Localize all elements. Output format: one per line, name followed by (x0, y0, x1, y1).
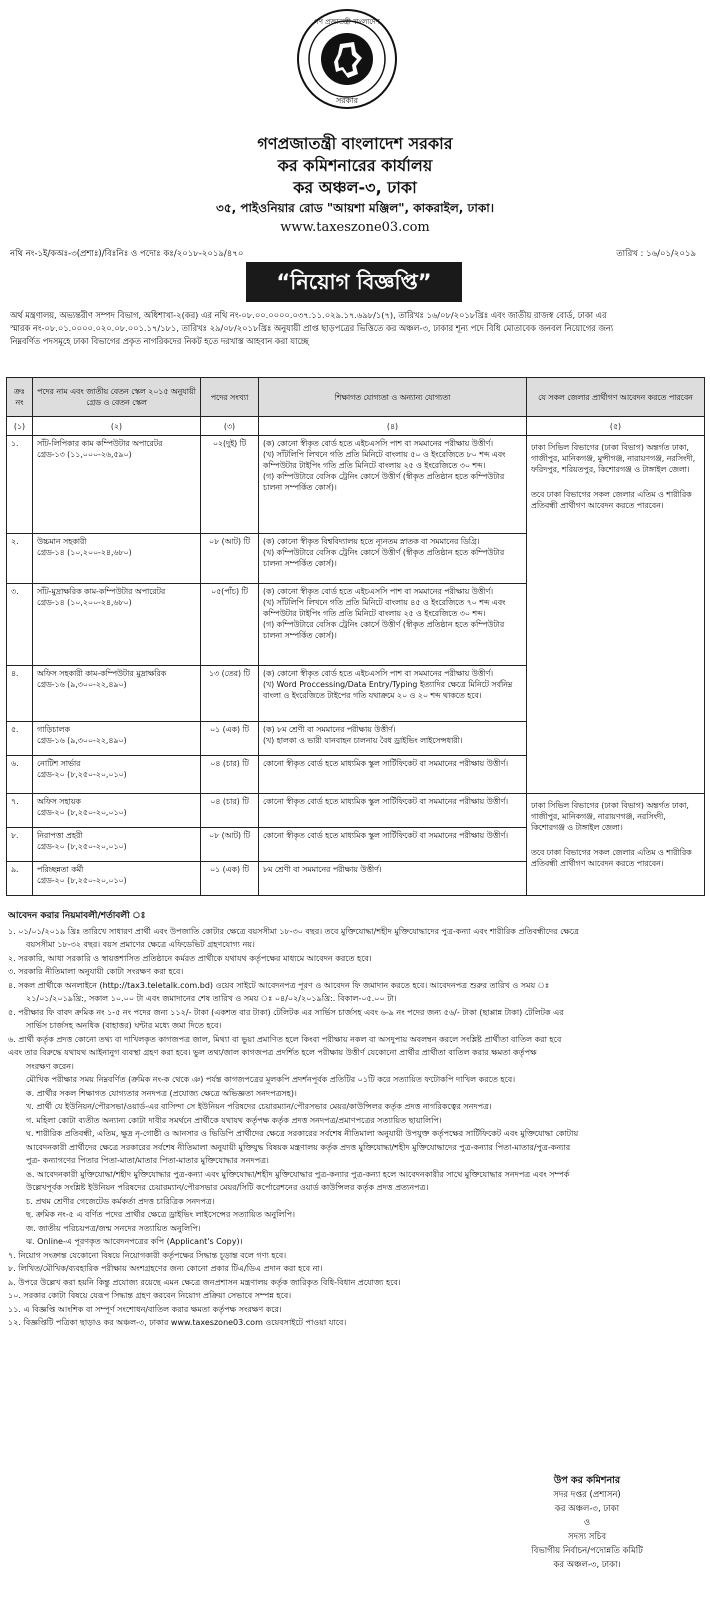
post-count-cell: ০৮ (আট) টি (201, 534, 259, 584)
rule-line: খ. প্রার্থী যে ইউনিয়ন/পৌরসভা/ওয়ার্ড-এর বাসিন্দা সে ইউনিয়ন পরিষদের চেয়ারম্যান/পৌরসভার মেয়র/কাউন্সিলর কর্তৃক প্রদত্ত নাগরিকত্বের সনদপত্র। (26, 1102, 492, 1111)
qualification-item: (খ) সাঁটলিপি লিখনে গতি প্রতি মিনিটে বাংলায় ৫০ ও ইংরেজিতে ৮০ শব্দ এবং কম্পিউটার টাইপিং গতি প্রতি মিনিটে বাংলায় ২৫ ও ইংরেজিতে ৩০ শব্দ। (263, 450, 506, 470)
post-name: পরিচ্ছন্নতা কর্মী (37, 865, 84, 874)
post-grade: গ্রেড-১৬ (৯,৩০০-২২,৪৯০) (37, 680, 127, 689)
post-name: নোটিশ সার্ভার (37, 759, 81, 768)
col-number: (৪) (259, 417, 527, 436)
qualification-cell (259, 534, 527, 584)
rule-line: গ. মহিলা কোটা ব্যতীত অন্যান্য কোটা দাবীর সমর্থনে প্রার্থীকে যথাযথ কর্তৃপক্ষ কর্তৃক প্রদত্ত সনদপত্র/প্রমাণপত্রের সত্যায়িত ছায়ালিপি। (26, 1115, 442, 1125)
rule-line: মৌখিক পরীক্ষার সময় নিম্নবর্ণিত (ক্রমিক নং-ক থেকে ঞ) পর্যন্ত কাগজপত্রের মূলকপি প্রদর্শনপূর্বক প্রতিটির ০১টি করে সত্যায়িত ফটোকপি দাখিল করতে হবে। (26, 1075, 516, 1084)
post-cell (33, 436, 201, 534)
seal-bottom-text: সরকার (335, 96, 359, 105)
notice-banner-title: “নিয়োগ বিজ্ঞপ্তি” (246, 262, 462, 302)
post-name: সাঁট-লিপিকার কাম কম্পিউটার অপারেটর (37, 439, 163, 448)
qualification-cell (259, 722, 527, 756)
rule-line: ৩. সরকারি নীতিমালা অনুযায়ী কোটা সংরক্ষণ করা হবে। (8, 967, 184, 976)
post-cell (33, 828, 201, 862)
rule-line: ২১/০১/২০১৯খ্রি:, সকাল ১০.০০ টা এবং জমাদানের শেষ তারিখ ও সময় ঃ ০৪/০২/২০১৯খ্রি:. বিকাল-০৫.০০ টা। (26, 994, 397, 1003)
rule-line: ১২. বিজ্ঞপ্তিটি পত্রিকা ছাড়াও কর অঞ্চল-৩, ঢাকার www.taxeszone03.com ওয়েবসাইটে পাওয়া যাবে। (8, 1318, 347, 1327)
rule-line: চ. প্রথম শ্রেণীর গেজেটেড কর্মকর্তা প্রদত্ত চারিত্রিক সনদপত্র। (26, 1196, 215, 1206)
serial-cell: ৭. (7, 794, 33, 828)
qualification-cell (259, 862, 527, 896)
qualification-cell (259, 756, 527, 794)
header-office: কর কমিশনারের কার্যালয় (277, 156, 433, 175)
rule-line: ৯. উপরে উল্লেখ করা হয়নি কিন্তু প্রযোজ্য রয়েছে এমন ক্ষেত্রে জনপ্রশাসন মন্ত্রণালয় কর্তৃক জারিকৃত বিধি-বিধান প্রযোজ্য হবে। (8, 1277, 401, 1287)
header-address: ৩৫, পাইওনিয়ার রোড "আয়শা মঞ্জিল", কাকরাইল, ঢাকা। (216, 201, 494, 215)
qualification-cell (259, 436, 527, 534)
qualification-item: (খ) কম্পিউটারে বেসিক ট্রেনিং কোর্সে উত্তীর্ণ (স্বীকৃত প্রতিষ্ঠান হতে কম্পিউটার চালনা সম্পর্কিত কোর্স)। (263, 548, 505, 568)
rules-title: আবেদন করার নিয়মাবলী/শর্তাবলী ঃ (8, 911, 146, 921)
post-cell (33, 534, 201, 584)
qualification-item: (গ) কম্পিউটারে বেসিক ট্রেনিং কোর্সে উত্তীর্ণ (স্বীকৃত প্রতিষ্ঠান হতে কম্পিউটার চালনা সম্পর্কিত কোর্স)। (263, 472, 505, 492)
rule-line: ৫. পরীক্ষার ফি বাবদ ক্রমিক নং ১-৫ নং পদের জন্য ১১২/- টাকা (একশত বার টাকা) টেলিটক এর সার্ভিস চার্জসহ এবং ৬-৯ নং পদের জন্য ৫৬/- টাকা (ছাপ্পান্ন টাকা) টেলিটক এর (8, 1007, 564, 1017)
post-count-cell: ০১ (এক) টি (201, 862, 259, 896)
qualification-item: (ক) ৮ম শ্রেণী বা সমমানের পরীক্ষায় উত্তীর্ণ। (263, 725, 396, 734)
post-cell (33, 862, 201, 896)
post-grade: গ্রেড-১৬ (৯,৩০০-২২,৪৯০) (37, 736, 127, 745)
qualification-item: কোনো স্বীকৃত বোর্ড হতে মাধ্যমিক স্কুল সার্টিফিকেট বা সমমানের পরীক্ষায় উত্তীর্ণ। (263, 759, 509, 768)
serial-cell: ৬. (7, 756, 33, 794)
qualification-item: (ক) কোনো স্বীকৃত বিশ্ববিদ্যালয় হতে ন্যূনতম স্নাতক বা সমমানের ডিগ্রি। (263, 537, 480, 546)
post-count-cell: ০২(দুই) টি (201, 436, 259, 534)
district-list: ঢাকা সিভিল বিভাগের (ঢাকা বিভাগ) অন্তর্গত ঢাকা, গাজীপুর, মানিকগঞ্জ, মুন্সীগঞ্জ, নারায়ণগঞ্জ, নরসিংদী, ফরিদপুর, শরিয়তপুর, কিশোরগঞ্জ ও টাঙ্গাইল জেলা। (531, 443, 696, 474)
rule-line: ঝ. Online-এ পূরণকৃত আবেদনপত্রের কপি (Applicant's Copy)। (26, 1237, 243, 1246)
serial-cell: ৩. (7, 584, 33, 666)
serial-cell: ৮. (7, 828, 33, 862)
table-row (7, 436, 705, 534)
post-count-cell: ০৪ (চার) টি (201, 794, 259, 828)
serial-cell: ৯. (7, 862, 33, 896)
col-number: (২) (33, 417, 201, 436)
signatory-line: কর অঞ্চল-৩, ঢাকা (554, 1504, 620, 1514)
serial-cell: ২. (7, 534, 33, 584)
signature-block (474, 1474, 700, 1572)
post-grade: গ্রেড-২০ (৮,২৫০-২০,০১০) (37, 808, 127, 817)
rule-line: ঘ. শারীরিক প্রতিবন্ধী, এতিম, ক্ষুদ্র নৃ-গোষ্ঠী ও আনসার ও ভিডিপি প্রার্থীদের ক্ষেত্রে সরকারের সর্বশেষ নীতিমালা অনুযায়ী উপযুক্ত কর্তৃপক্ষের সার্টিফিকেট এবং মুক্তিযোদ্ধা কোটায় (26, 1129, 579, 1138)
post-grade: গ্রেড-১৩ (১১,০০০-২৬,৫৯০) (37, 450, 132, 459)
post-cell (33, 794, 201, 828)
col-number: (৩) (201, 417, 259, 436)
qualification-item: (খ) হালকা ও ভারী যানবাহন চালনায় বৈধ ড্রাইভিং লাইসেন্সধারী। (263, 736, 463, 745)
notice-date: তারিখ : ১৬/০১/২০১৯ (616, 249, 696, 259)
post-name: গাড়িচালক (37, 725, 70, 734)
rule-line: ৪. সকল প্রার্থীকে অনলাইনে (http://tax3.teletalk.com.bd) ওয়েব সাইটে আবেদনপত্র পূরণ ও আবেদন ফি জমাদান করতে হবে। আবেদনপত্র শুরুর তারিখ ও সময় ঃ (8, 980, 550, 990)
rule-line: পুত্র- কন্যাগণের পিতার পিতা-মাতা/মাতার পিতা-মাতার মুক্তিযোদ্ধার সনদপত্র। (26, 1156, 269, 1165)
qualification-item: (গ) কম্পিউটারে বেসিক ট্রেনিং কোর্সে উত্তীর্ণ (স্বীকৃত প্রতিষ্ঠান হতে কম্পিউটার চালনা সম্পর্কিত কোর্স)। (263, 620, 505, 640)
post-grade: গ্রেড-১৪ (১০,২০০-২৪,৬৮০) (37, 598, 132, 607)
district-list: ঢাকা সিভিল বিভাগের (ঢাকা বিভাগ) অন্তর্গত ঢাকা, গাজীপুর, মানিকগঞ্জ, নারায়ণগঞ্জ, নরসিংদী, কিশোরগঞ্জ ও টাঙ্গাইল জেলা। (531, 801, 689, 832)
qualification-cell (259, 584, 527, 666)
qualification-item: কোনো স্বীকৃত বোর্ড হতে মাধ্যমিক স্কুল সার্টিফিকেট বা সমমানের পরীক্ষায় উত্তীর্ণ। (263, 797, 509, 806)
memo-number: নথি নং-১ই/কঅঃ-৩(প্রশাঃ)/বিঃনিঃ ও পদোঃ কঃ/২০১৮-২০১৯/৪৭০ (10, 249, 244, 259)
post-grade: গ্রেড-২০ (৮,২৫০-২০,০১০) (37, 842, 127, 851)
post-cell (33, 666, 201, 722)
header-government: গণপ্রজাতন্ত্রী বাংলাদেশ সরকার (257, 134, 453, 153)
header-website: www.taxeszone03.com (280, 220, 430, 235)
post-count-cell: ১৩ (তের) টি (201, 666, 259, 722)
post-grade: গ্রেড-১৪ (১০,২০০-২৪,৬৮০) (37, 548, 132, 557)
post-name: নিরাপত্তা প্রহরী (37, 831, 83, 840)
serial-cell: ১. (7, 436, 33, 534)
post-grade: গ্রেড-২০ (৮,২৫০-২০,০১০) (37, 876, 127, 885)
qualification-item: কোনো স্বীকৃত বোর্ড হতে মাধ্যমিক স্কুল সার্টিফিকেট বা সমমানের পরীক্ষায় উত্তীর্ণ। (263, 831, 509, 840)
intro-line: নিম্নবর্ণিত পদসমূহে ঢাকা বিভাগের প্রকৃত নাগরিকদের নিকট হতে দরখাস্ত আহবান করা যাচ্ছে (10, 336, 309, 346)
col-header-districts: যে সকল জেলার প্রার্থীগণ আবেদন করতে পারবেন (527, 378, 705, 417)
col-header-post: পদের নাম এবং জাতীয় বেতন স্কেল ২০১৫ অনুযায়ী গ্রেড ও বেতন স্কেল (33, 378, 201, 417)
post-name: অফিস সহায়ক (37, 797, 81, 806)
rule-line: এবং তার বিরুদ্ধে যথাযথ আইনানুগ ব্যবস্থা গ্রহণ করা হবে। ভুল তথ্য/জাল কাগজপত্র প্রদর্শিত হলে পরীক্ষায় উত্তীর্ণ যেকোনো প্রার্থীর প্রার্থীতা বাতিল করার ক্ষমতা কর্তৃপক্ষ (8, 1048, 537, 1057)
post-count-cell: ০৪ (চার) টি (201, 756, 259, 794)
col-number: (১) (7, 417, 33, 436)
intro-paragraph (10, 309, 700, 348)
post-cell (33, 584, 201, 666)
vacancy-table (6, 377, 705, 896)
district-note: তবে ঢাকা বিভাগের সকল জেলার এতিম ও শারীরিক প্রতিবন্ধী প্রার্থীগণ আবেদন করতে পারবেন। (531, 848, 692, 868)
district-cell (527, 436, 705, 794)
signatory-line: ও (583, 1518, 591, 1528)
col-header-count: পদের সংখ্যা (201, 378, 259, 417)
table-row (7, 794, 705, 828)
post-name: উচ্চমান সহকারী (37, 537, 87, 546)
rule-line: সংরক্ষণ করেন। (26, 1061, 74, 1071)
post-count-cell: ০৮ (আট) টি (201, 828, 259, 862)
post-name: অফিস সহকারী কাম-কম্পিউটার মুদ্রাক্ষরিক (37, 669, 167, 678)
post-count-cell: ০৫(পাঁচ) টি (201, 584, 259, 666)
rule-line: ১০. সরকার কোটা বিষয়ে যেরূপ সিদ্ধান্ত গ্রহণ করবেন নিয়োগ প্রক্রিয়া সেভাবে সম্পন্ন হবে। (8, 1291, 292, 1300)
signatory-role: উপ কর কমিশনার (553, 1475, 621, 1486)
qualification-item: (ক) কোনো স্বীকৃত বোর্ড হতে এইচএসসি পাশ বা সমমানের পরীক্ষায় উত্তীর্ণ। (263, 669, 494, 678)
seal-ring-text: গণ প্রজাতন্ত্রী বাংলাদেশ (314, 18, 380, 26)
rule-line: ৭. নিয়োগ সংক্রান্ত যেকোনো বিষয়ে নিয়োগকারী কর্তৃপক্ষের সিদ্ধান্ত চূড়ান্ত বলে গণ্য হবে। (8, 1250, 287, 1260)
qualification-item: ৮ম শ্রেণী বা সমমানের পরীক্ষায় উত্তীর্ণ। (263, 865, 382, 874)
rule-line: ১১. এ বিজ্ঞপ্তি আংশিক বা সম্পূর্ণ সংশোধন/বাতিল করার ক্ষমতা কর্তৃপক্ষ সংরক্ষণ করে। (8, 1304, 282, 1314)
rule-line: বয়সসীমা ১৮-৩২ বছর। বয়স প্রমাণের ক্ষেত্রে এফিডেভিট গ্রহণযোগ্য নয়। (26, 940, 255, 949)
rule-line: উল্লেখপূর্বক সংশ্লিষ্ট ইউনিয়ন পরিষদের চেয়ারম্যান/পৌরসভার মেয়র/সিটি কর্পোরেশনের ওয়ার্ড কাউন্সিলর কর্তৃক প্রদত্ত প্রত্যনপত্র। (26, 1183, 429, 1192)
rule-line: ২. সরকারি, আধা সরকারি ও স্বায়ত্তশাসিত প্রতিষ্ঠানে কর্মরত প্রার্থীকে যথাযথ কর্তৃপক্ষের মাধ্যমে আবেদন করতে হবে। (8, 953, 372, 963)
signatory-line: সদর দপ্তর (প্রশাসন) (553, 1490, 621, 1500)
post-name: সাঁট-মুদ্রাক্ষরিক কাম-কম্পিউটার অপারেটর (37, 587, 166, 596)
intro-line: স্মারক নং-০৮.০১.০০০০.০২০.০৮.০০১.১৭/১৮১, তারিখঃ ২৯/০৮/২০১৮খ্রিঃ অনুযায়ী প্রাপ্ত ছাড়পত্রের ভিত্তিতে কর অঞ্চল-৩, ঢাকার শূন্য পদে বিধি মোতাবেক জনবল নিয়োগের জন্য (10, 323, 614, 333)
col-number: (৫) (527, 417, 705, 436)
rule-line: জ. জাতীয় পরিচয়পত্র/জন্ম সনদের সত্যায়িত অনুলিপি। (26, 1223, 201, 1233)
application-rules (8, 910, 702, 1330)
qualification-cell (259, 828, 527, 862)
qualification-item: (ক) কোনো স্বীকৃত বোর্ড হতে এইচএসসি পাশ বা সমমানের পরীক্ষায় উত্তীর্ণ। (263, 587, 494, 596)
col-header-serial: ক্রঃ নং (7, 378, 33, 417)
header-zone: কর অঞ্চল-৩, ঢাকা (293, 178, 417, 197)
signatory-line: সদস্য সচিব (567, 1532, 607, 1542)
qualification-item: (খ) সাঁটলিপি লিখনে গতি প্রতি মিনিটে বাংলায় ৪৫ ও ইংরেজিতে ৭০ শব্দ এবং কম্পিউটার টাইপিং গতি প্রতি মিনিটে বাংলায় ২৫ ও ইংরেজিতে ৩০ শব্দ। (263, 598, 506, 618)
rule-line: ক. প্রার্থীর সকল শিক্ষাগত যোগ্যতার সনদপত্র (প্রযোজ্য ক্ষেত্রে অভিজ্ঞতা সনদপত্রসহ)। (26, 1088, 297, 1098)
serial-cell: ৪. (7, 666, 33, 722)
qualification-item: (ক) কোনো স্বীকৃত বোর্ড হতে এইচএসসি পাশ বা সমমানের পরীক্ষায় উত্তীর্ণ। (263, 439, 494, 448)
post-cell (33, 756, 201, 794)
intro-line: অর্থ মন্ত্রণালয়, অভ্যন্তরীণ সম্পদ বিভাগ, অধিশাখা-২(কর) এর নথি নং-০৮.০০.০০০০.০৩৭.১১.০২৯.১৭.৬৯৮/১(৭), তারিখঃ ১৬/০৮/২০১৮খ্রিঃ এবং জাতীয় রাজস্ব বোর্ড, ঢাকা এর (10, 310, 607, 320)
serial-cell: ৫. (7, 722, 33, 756)
rule-line: ৬. প্রার্থী কর্তৃক প্রদত্ত কোনো তথ্য বা দাখিলকৃত কাগজপত্র জাল, মিথ্যা বা ভুয়া প্রমাণিত হলে কিংবা পরীক্ষায় নকল বা অসদুপায় অবলম্বন করলে সংশ্লিষ্ট প্রার্থীতা বাতিল করা হবে (8, 1034, 562, 1044)
qualification-cell (259, 794, 527, 828)
rule-line: ১. ০১/০১/২০১৯ খ্রিঃ তারিখে সাধারণ প্রার্থী এবং উপজাতি কোটার ক্ষেত্রে বয়সসীমা ১৮-৩০ বছর। তবে মুক্তিযোদ্ধা/শহীদ মুক্তিযোদ্ধাদের পুত্র-কন্যা এবং শারীরিক প্রতিবন্ধীদের ক্ষেত্রে (8, 926, 579, 936)
post-cell (33, 722, 201, 756)
government-seal-icon (296, 8, 398, 110)
post-grade: গ্রেড-২০ (৮,২৫০-২০,০১০) (37, 770, 127, 779)
rule-line: ঙ. আবেদনকারী মুক্তিযোদ্ধা/শহীদ মুক্তিযোদ্ধার পুত্র-কন্যা এবং মুক্তিযোদ্ধা/শহীদ মুক্তিযোদ্ধার পুত্র-কন্যার পুত্র-কন্যা হলে আবেদনকারীর সাথে মুক্তিযোদ্ধার সনদপত্র এবং সম্পর্ক (26, 1169, 570, 1179)
qualification-item: (খ) Word Proccessing/Data Entry/Typing ইত্যাদির ক্ষেত্রে মিনিটে সর্বনিম্ন বাংলা ও ইংরেজিতে টাইপের গতি যথাক্রমে ২০ ও ২০ শব্দ থাকতে হবে। (263, 680, 513, 700)
district-cell (527, 794, 705, 896)
rule-line: ছ. ক্রমিক নং-৫ এ বর্ণিত পদের প্রার্থীর ক্ষেত্রে ড্রাইভিং লাইসেন্সের সত্যায়িত অনুলিপি। (26, 1210, 295, 1219)
signatory-line: কর অঞ্চল-৩, ঢাকা। (553, 1560, 621, 1570)
rule-line: সার্ভিস চার্জসহ অনধিক (বাহাত্তর) ঘন্টার মধ্যে জমা দিতে হবে। (26, 1021, 222, 1030)
qualification-cell (259, 666, 527, 722)
rule-line: ৮. লিখিত/মৌখিক/ব্যবহারিক পরীক্ষায় অংশগ্রহণের জন্য কোনো প্রকার টিএ/ডিএ প্রদান করা হবে না। (8, 1264, 323, 1273)
post-count-cell: ০১ (এক) টি (201, 722, 259, 756)
col-header-qualification: শিক্ষাগত যোগ্যতা ও অন্যান্য যোগ্যতা (259, 378, 527, 417)
rule-line: আবেদনকারী প্রার্থীদের ক্ষেত্রে সরকারের সর্বশেষ নীতিমালা অনুযায়ী মুক্তিযুদ্ধ বিষয়ক মন্ত্রণালয় কর্তৃক প্রদত্ত মুক্তিযোদ্ধা/শহীদ মুক্তিযোদ্ধাদের পুত্র-কন্যার পিতা-মাতার/পুত্র-কন্যার (26, 1142, 571, 1152)
district-note: তবে ঢাকা বিভাগের সকল জেলার এতিম ও শারীরিক প্রতিবন্ধী প্রার্থীগণ আবেদন করতে পারবেন। (531, 490, 692, 510)
signatory-line: বিভাগীয় নির্বাচন/পদোন্নতি কমিটি (531, 1546, 643, 1556)
